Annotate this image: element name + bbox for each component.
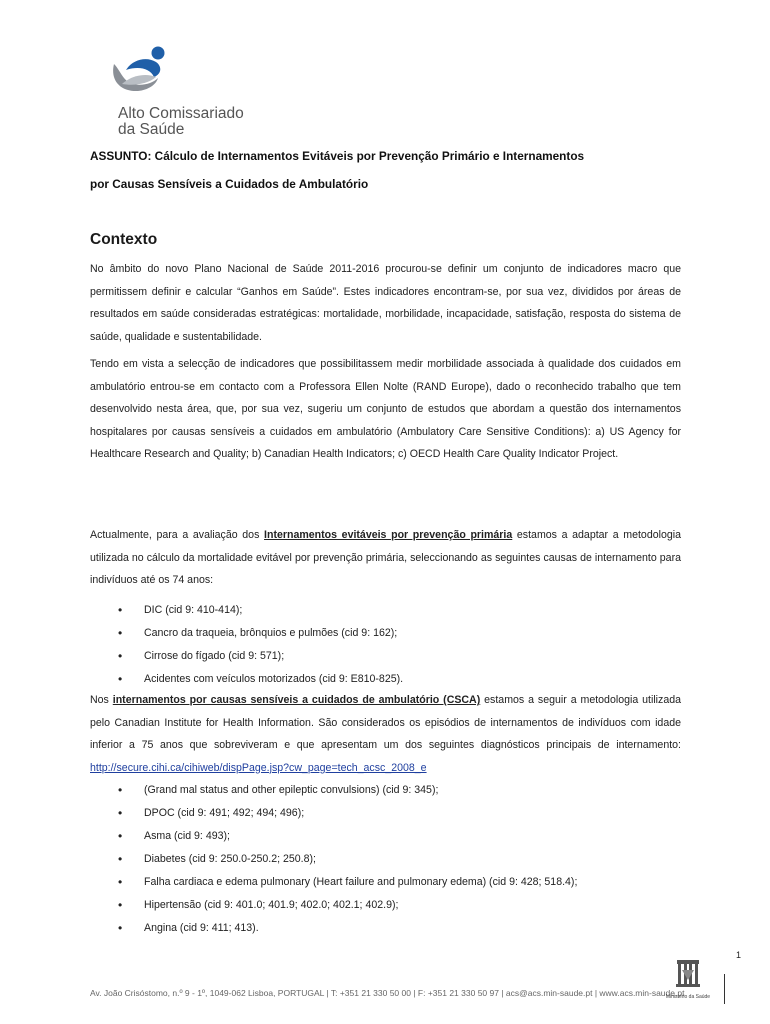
csca-diagnoses-list: [90, 779, 681, 940]
coat-of-arms-icon: [675, 958, 701, 988]
paragraph-3: [90, 524, 681, 592]
primary-prevention-causes-list: [90, 599, 681, 691]
subject-heading: [90, 149, 690, 205]
subject-line-1: ASSUNTO: Cálculo de Internamentos Evitáveis por Prevenção Primário e Internamentos: [90, 149, 585, 163]
list-item: • Cancro da traqueia, brônquios e pulmões (cid 9: 162);: [90, 622, 681, 645]
paragraph-4-text-end: estamos a seguir a metodologia utilizada pelo Canadian Institute for Health Information. São considerados os episódios de internamentos de indivíduos com idade inferior a 75 anos que sobreviveram e que apresentam um dos seguintes diagnósticos principais de internamento:: [90, 694, 682, 752]
paragraph-3-text-end: estamos a adaptar a metodologia utilizada no cálculo da mortalidade evitável por prevenção primária, seleccionando as seguintes causas de internamento para indivíduos até os 74 anos:: [90, 529, 681, 587]
list-item: • Angina (cid 9: 411; 413).: [90, 917, 681, 940]
page-number: 1: [736, 950, 742, 960]
csca-term: internamentos por causas sensíveis a cuidados de ambulatório (CSCA): [112, 694, 481, 706]
list-item: • Acidentes com veículos motorizados (cid 9: E810-825).: [90, 668, 681, 691]
list-item: • DIC (cid 9: 410-414);: [90, 599, 681, 622]
list-item: • Asma (cid 9: 493);: [90, 825, 681, 848]
list-item: • Cirrose do fígado (cid 9: 571);: [90, 645, 681, 668]
org-name-line1: Alto Comissariado: [118, 105, 244, 122]
list-item: • DPOC (cid 9: 491; 492; 494; 496);: [90, 802, 681, 825]
ministry-name: Ministério da Saúde: [665, 994, 711, 1000]
list-item: • Hipertensão (cid 9: 401.0; 401.9; 402.0; 402.1; 402.9);: [90, 894, 681, 917]
acs-logo-icon: [110, 44, 174, 102]
list-item: • Diabetes (cid 9: 250.0-250.2; 250.8);: [90, 848, 681, 871]
footer-divider: [724, 974, 725, 1004]
org-logo: [104, 44, 264, 140]
paragraph-4: [90, 689, 681, 779]
footer-address: Av. João Crisóstomo, n.º 9 - 1º, 1049-062 Lisboa, PORTUGAL | T: +351 21 330 50 00 | F: +351 21 330 50 97 | acs@acs.min-saude.pt | www.acs.min-saude.pt: [90, 988, 685, 998]
org-name-line2: da Saúde: [118, 121, 185, 138]
paragraph-2: Tendo em vista a selecção de indicadores que possibilitassem medir morbilidade associada à qualidade dos cuidados em ambulatório entrou-se em contacto com a Professora Ellen Nolte (RAND Europe), dado o reconhecido trabalho que tem desenvolvido nesta área, que, por sua vez, sugeriu um conjunto de estudos que abordam a questão dos internamentos hospitalares por causas sensíveis a cuidados em ambulatório (Ambulatory Care Sensitive Conditions): a) US Agency for Healthcare Research and Quality; b) Canadian Health Indicators; c) OECD Health Care Quality Indicator Project.: [90, 358, 681, 461]
paragraph-3-text-start: Actualmente, para a avaliação dos: [90, 529, 265, 541]
paragraph-4-text-start: Nos: [90, 694, 113, 706]
cihi-methodology-link[interactable]: http://secure.cihi.ca/cihiweb/dispPage.jsp?cw_page=tech_acsc_2008_e: [90, 761, 427, 774]
section-title: Contexto: [90, 231, 158, 248]
list-item: • (Grand mal status and other epileptic convulsions) (cid 9: 345);: [90, 779, 681, 802]
avoidable-admissions-term: Internamentos evitáveis por prevenção primária: [264, 529, 513, 541]
paragraph-1: No âmbito do novo Plano Nacional de Saúde 2011-2016 procurou-se definir um conjunto de indicadores macro que permitissem definir e calcular “Ganhos em Saúde”. Estes indicadores encontram-se, por sua vez, divididos por áreas de resultados em saúde consideradas estratégicas: mortalidade, morbilidade, incapacidade, satisfação, resposta do sistema de saúde, qualidade e sustentabilidade.: [90, 263, 681, 343]
list-item: • Falha cardiaca e edema pulmonary (Heart failure and pulmonary edema) (cid 9: 428; 518.4);: [90, 871, 681, 894]
subject-line-2: por Causas Sensíveis a Cuidados de Ambulatório: [90, 177, 369, 191]
ministry-logo: [658, 958, 718, 1000]
